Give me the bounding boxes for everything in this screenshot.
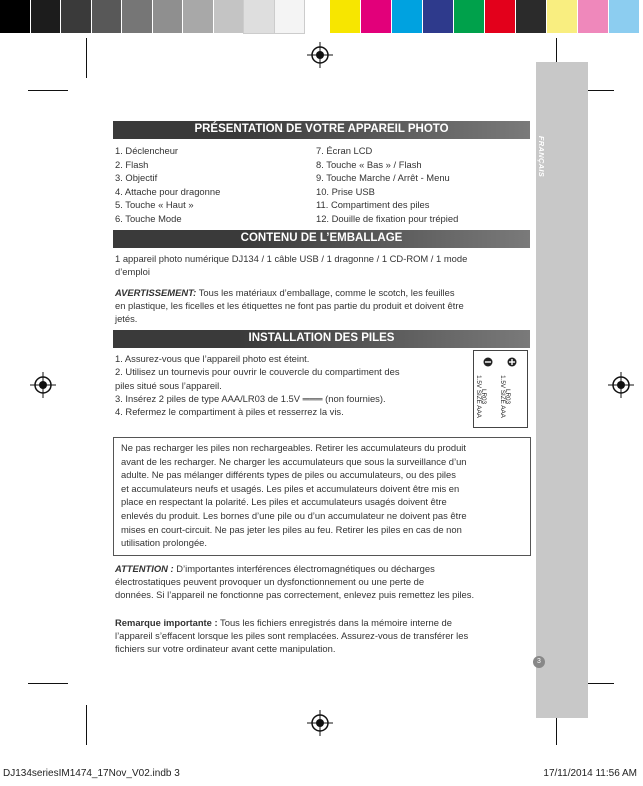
part-item: 7. Écran LCD	[316, 145, 373, 156]
remark-line: l’appareil s’effacent lorsque les piles sont remplacées. Assurez-vous de transférer les	[115, 630, 469, 641]
warning-line: en plastique, les ficelles et les étiquettes ne font pas partie du produit et doivent être	[115, 300, 464, 311]
part-item: 2. Flash	[115, 158, 149, 170]
trim-mark	[86, 38, 87, 78]
safety-text-line: utilisation prolongée.	[121, 537, 207, 549]
registration-mark-icon	[307, 42, 333, 68]
safety-text-line: enlevés du produit. Les bornes d’une pile ou d’un accumulateur ne doivent pas être	[121, 510, 467, 521]
battery-spec-text: 1.5V SIZE AAA	[474, 375, 482, 418]
battery-step: 3. Insérez 2 piles de type AAA/LR03 de 1.5V ═══ (non fournies).	[115, 392, 386, 404]
warning-label: AVERTISSEMENT:	[115, 287, 197, 298]
safety-text-line: place en respectant la polarité. Les piles et accumulateurs usagés doivent être	[121, 496, 447, 508]
registration-mark-icon	[307, 710, 333, 736]
trim-mark	[28, 90, 68, 91]
safety-text-line: avant de les recharger. Ne charger les accumulateurs que sous la surveillance d’un	[121, 455, 467, 467]
part-item: 5. Touche « Haut »	[115, 199, 194, 210]
warning-text: Tous les matériaux d’emballage, comme le scotch, les feuilles	[196, 287, 455, 298]
part-item: 10. Prise USB	[316, 185, 375, 197]
footer-date: 17/11/2014 11:56 AM	[543, 768, 637, 779]
color-swatch	[244, 0, 274, 33]
language-label	[529, 135, 559, 180]
battery-step: 4. Refermez le compartiment à piles et resserrez la vis.	[115, 406, 344, 418]
color-swatch	[423, 0, 453, 33]
contents-text-line: d’emploi	[115, 266, 150, 277]
trim-mark	[28, 683, 68, 684]
remark-text: Tous les fichiers enregistrés dans la mémoire interne de	[217, 617, 452, 628]
warning-line	[115, 286, 455, 299]
color-swatch	[392, 0, 422, 33]
color-swatch	[485, 0, 515, 33]
safety-text-line: adulte. Ne pas mélanger différents types de piles ou accumulateurs, ou des piles	[121, 469, 456, 481]
attention-text: D’importantes interférences électromagnétiques ou décharges	[173, 563, 435, 574]
battery-step: piles situé sous l’appareil.	[115, 379, 222, 391]
remark-line: fichiers sur votre ordinateur avant cette manipulation.	[115, 643, 336, 654]
part-item: 12. Douille de fixation pour trépied	[316, 212, 459, 224]
part-item: 4. Attache pour dragonne	[115, 185, 221, 197]
section-title: INSTALLATION DES PILES	[248, 332, 395, 344]
color-swatch	[31, 0, 61, 33]
color-swatch	[516, 0, 546, 33]
attention-label: ATTENTION :	[115, 563, 174, 574]
attention-line: données. Si l’appareil ne fonctionne pas correctement, enlevez puis remettez les piles.	[115, 589, 475, 600]
part-item: 9. Touche Marche / Arrêt - Menu	[316, 172, 450, 183]
part-item: 3. Objectif	[115, 172, 158, 183]
battery-spec-text: 1.5V SIZE AAA	[498, 375, 506, 418]
section-header-batteries	[113, 330, 530, 348]
registration-mark-icon	[30, 372, 56, 398]
battery-step: 2. Utilisez un tournevis pour ouvrir le couvercle du compartiment des	[115, 366, 400, 378]
negative-terminal-icon	[483, 357, 493, 367]
safety-text-line: Ne pas recharger les piles non rechargeables. Retirer les accumulateurs du produit	[121, 442, 466, 453]
color-swatch	[153, 0, 183, 33]
part-item: 1. Déclencheur	[115, 145, 179, 156]
section-header-contents	[113, 230, 530, 248]
color-swatch	[361, 0, 391, 33]
safety-text-line: et accumulateurs neufs et usagés. Les piles et accumulateurs doivent être mis en	[121, 482, 460, 494]
remark-line	[115, 616, 452, 629]
color-swatch	[547, 0, 577, 33]
color-swatch	[214, 0, 244, 33]
contents-text-line: 1 appareil photo numérique DJ134 / 1 câble USB / 1 dragonne / 1 CD-ROM / 1 mode	[115, 253, 468, 264]
warning-line: jetés.	[115, 313, 138, 324]
registration-mark-icon	[608, 372, 634, 398]
language-label-text: FRANÇAIS	[537, 135, 547, 178]
positive-terminal-icon	[507, 357, 517, 367]
section-header-presentation	[113, 121, 530, 139]
color-swatch	[609, 0, 639, 33]
battery-step: 1. Assurez-vous que l’appareil photo est éteint.	[115, 353, 310, 364]
color-swatch	[578, 0, 608, 33]
battery-cell	[498, 357, 521, 421]
color-swatch	[0, 0, 30, 33]
color-swatch	[92, 0, 122, 33]
footer-file-name: DJ134seriesIM1474_17Nov_V02.indb 3	[3, 768, 180, 779]
color-swatch	[183, 0, 213, 33]
page-number: 3	[533, 656, 545, 668]
color-swatch	[61, 0, 91, 33]
remark-label: Remarque importante :	[115, 617, 218, 628]
section-title: CONTENU DE L’EMBALLAGE	[240, 232, 403, 244]
battery-type-text: LR03	[480, 388, 488, 405]
attention-line	[115, 562, 435, 575]
part-item: 8. Touche « Bas » / Flash	[316, 158, 422, 170]
safety-text-line: mises en court-circuit. Ne pas jeter les piles au feu. Retirer les piles en cas de non	[121, 523, 462, 535]
battery-type-text: LR03	[504, 388, 512, 405]
part-item: 6. Touche Mode	[115, 212, 182, 224]
battery-cell	[474, 357, 497, 421]
color-swatch	[275, 0, 305, 33]
attention-line: électrostatiques peuvent provoquer un dysfonctionnement ou une perte de	[115, 576, 425, 587]
trim-mark	[86, 705, 87, 745]
color-swatch	[454, 0, 484, 33]
color-swatch	[330, 0, 360, 33]
battery-compartment-illustration	[473, 350, 528, 428]
part-item: 11. Compartiment des piles	[316, 199, 430, 210]
color-swatch	[122, 0, 152, 33]
section-title: PRÉSENTATION DE VOTRE APPAREIL PHOTO	[194, 123, 449, 135]
